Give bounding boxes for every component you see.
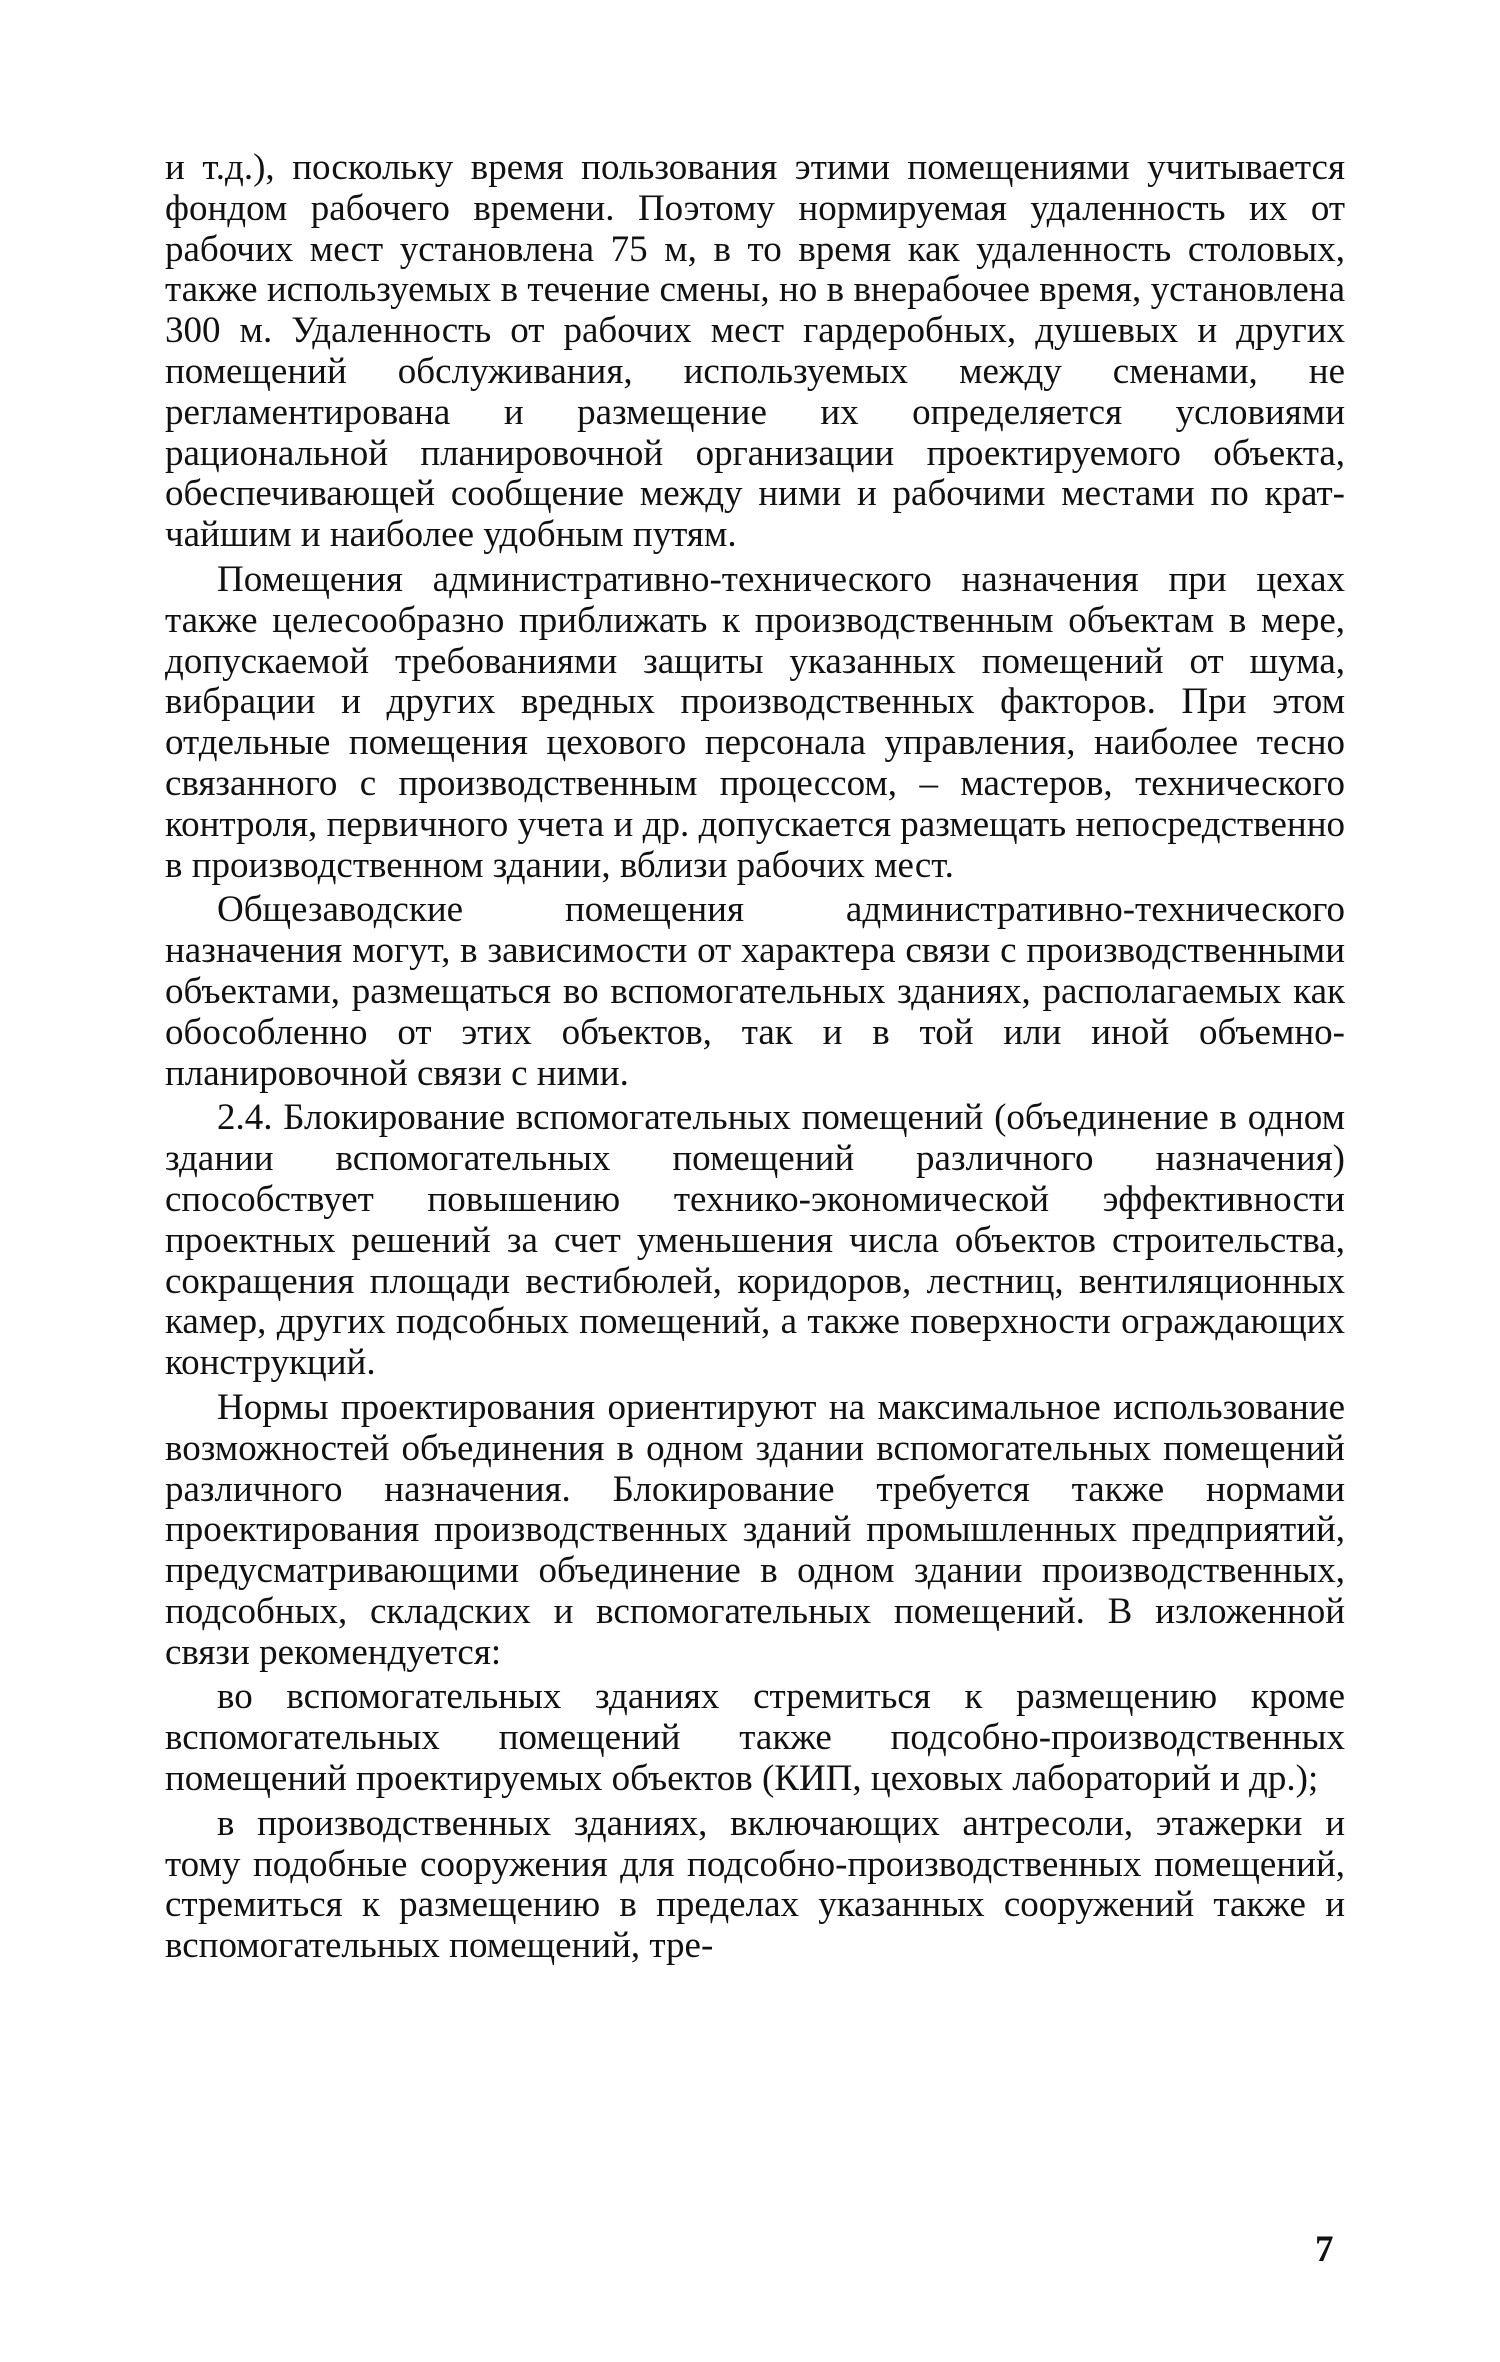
body-text bbox=[165, 148, 1345, 1971]
paragraph-recommendation-2: в производственных зданиях, включающих антресоли, этажерки и тому подобные сооружения для подсобно-производственных помещений, стремиться к размещению в пределах указанных сооружений также и вспомогательных помещений, тре- bbox=[165, 1802, 1345, 1967]
paragraph-factory-rooms: Общезаводские помещения административно-технического назначения могут, в зависимости от характера связи с производственными объектами, размещаться во вспомогательных зданиях, располагаемых как обособленно от этих объектов, так и в той или иной объемно-планировочной связи с ними. bbox=[165, 889, 1345, 1094]
paragraph-section-2-4: 2.4. Блокирование вспомогательных помещений (объединение в одном здании вспомогательных помещений различного назначения) способствует повышению технико-экономической эффективности проектных решений за счет уменьшения числа объектов строительства, сокращения площади вестибюлей, коридоров, лестниц, вентиляционных камер, других подсобных помещений, а также поверхности ограждающих конструкций. bbox=[165, 1097, 1345, 1384]
paragraph-design-norms: Нормы проектирования ориентируют на максимальное использование возможностей объединения в одном здании вспомогательных помещений различного назначения. Блокирование требуется также нормами проектирования производственных зданий промышленных предприятий, предусматривающими объединение в одном здании производственных, подсобных, складских и вспомогательных помещений. В изложенной связи рекомендуется: bbox=[165, 1386, 1345, 1673]
page-number: 7 bbox=[1315, 2229, 1334, 2270]
paragraph-continuation: и т.д.), поскольку время пользования этими помещениями учитывается фондом рабочего времени. Поэтому нормируемая удаленность их от рабочих мест установлена 75 м, в то время как удаленность столовых, также используемых в течение смены, но в внерабочее время, установлена 300 м. Удаленность от рабочих мест гардеробных, душевых и других помещений обслуживания, используемых между сменами, не регламентирована и размещение их определяется условиями рациональной планировочной организации проектируемого объекта, обеспечивающей сообщение между ними и рабочими местами по кратчайшим и наиболее удобным путям. bbox=[165, 147, 1345, 556]
paragraph-recommendation-1: во вспомогательных зданиях стремиться к размещению кроме вспомогательных помещений также подсобно-производственных помещений проектируемых объектов (КИП, цеховых лабораторий и др.); bbox=[165, 1676, 1345, 1800]
paragraph-admin-rooms: Помещения административно-технического назначения при цехах также целесообразно приближать к производственным объектам в мере, допускаемой требованиями защиты указанных помещений от шума, вибрации и других вредных производственных факторов. При этом отдельные помещения цехового персонала управления, наиболее тесно связанного с производственным процессом, – мастеров, технического контроля, первичного учета и др. допускается размещать непосредственно в производственном здании, вблизи рабочих мест. bbox=[165, 558, 1345, 886]
